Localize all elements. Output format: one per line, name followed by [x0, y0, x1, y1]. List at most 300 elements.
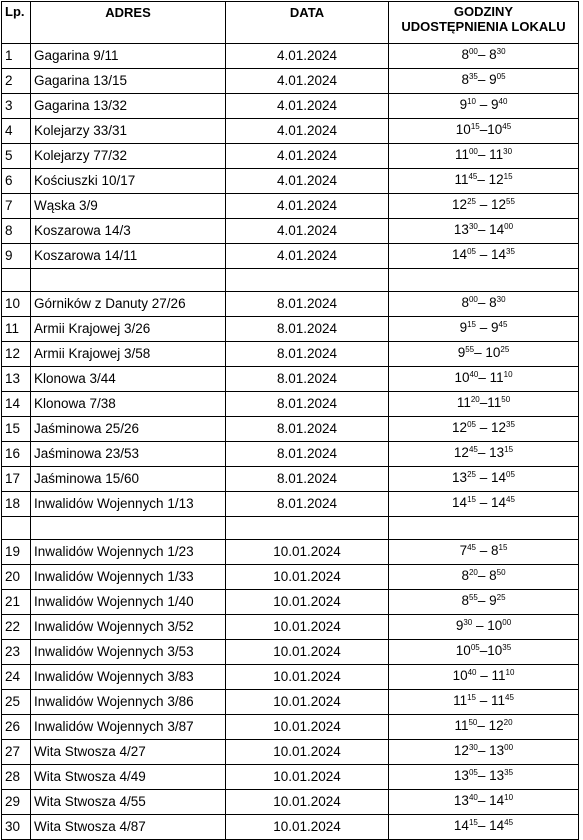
end-minute: 40 [498, 97, 508, 106]
start-hour: 8 [461, 47, 469, 62]
start-minute: 15 [467, 693, 476, 702]
address-cell: Inwalidów Wojennych 3/83 [31, 665, 226, 690]
end-minute: 55 [506, 197, 515, 206]
start-hour: 12 [452, 197, 468, 212]
end-hour: 13 [489, 743, 505, 758]
table-row [2, 665, 579, 690]
empty-cell [31, 517, 226, 540]
time-separator: – [477, 818, 490, 833]
table-row [2, 417, 579, 442]
table-row [2, 565, 579, 590]
date-cell: 4.01.2024 [226, 44, 389, 69]
hours-cell [389, 219, 579, 244]
hours-cell [389, 367, 579, 392]
row-number-cell: 20 [2, 565, 31, 590]
end-minute: 50 [496, 568, 506, 577]
start-minute: 40 [467, 668, 477, 677]
row-number-cell: 23 [2, 640, 31, 665]
start-hour: 14 [452, 495, 468, 510]
empty-cell [31, 269, 226, 292]
end-hour: 10 [487, 618, 503, 633]
time-separator: – [475, 97, 491, 112]
time-separator: – [479, 643, 488, 658]
header-hours-line2: UDOSTĘPNIENIA LOKALU [401, 19, 566, 34]
start-hour: 9 [455, 618, 464, 633]
hours-cell [389, 69, 579, 94]
end-minute: 00 [502, 618, 512, 627]
start-hour: 9 [459, 97, 468, 112]
hours-cell [389, 417, 579, 442]
address-cell: Klonowa 3/44 [31, 367, 226, 392]
row-number-cell: 30 [2, 815, 31, 840]
start-minute: 45 [467, 543, 476, 552]
end-minute: 10 [504, 793, 514, 802]
end-hour: 14 [491, 247, 507, 262]
date-cell: 8.01.2024 [226, 442, 389, 467]
address-cell: Kościuszki 10/17 [31, 169, 226, 194]
end-minute: 15 [498, 543, 508, 552]
group-separator-row [2, 517, 579, 540]
hours-cell [389, 292, 579, 317]
row-number-cell: 26 [2, 715, 31, 740]
start-minute: 10 [467, 97, 476, 106]
time-separator: – [476, 668, 492, 683]
date-cell: 8.01.2024 [226, 392, 389, 417]
end-hour: 8 [491, 543, 499, 558]
table-row [2, 640, 579, 665]
hours-cell [389, 342, 579, 367]
table-row [2, 44, 579, 69]
date-cell: 10.01.2024 [226, 740, 389, 765]
start-hour: 7 [459, 543, 468, 558]
end-minute: 35 [506, 247, 515, 256]
row-number-cell: 11 [2, 317, 31, 342]
row-number-cell: 2 [2, 69, 31, 94]
hours-cell [389, 690, 579, 715]
address-cell: Inwalidów Wojennych 3/53 [31, 640, 226, 665]
date-cell: 10.01.2024 [226, 615, 389, 640]
table-row [2, 342, 579, 367]
start-minute: 30 [463, 618, 473, 627]
time-separator: – [475, 197, 491, 212]
row-number-cell: 27 [2, 740, 31, 765]
address-cell: Wita Stwosza 4/49 [31, 765, 226, 790]
time-separator: – [479, 122, 488, 137]
hours-cell [389, 815, 579, 840]
empty-cell [2, 269, 31, 292]
time-separator: – [477, 743, 490, 758]
row-number-cell: 8 [2, 219, 31, 244]
end-hour: 11 [489, 147, 504, 162]
start-minute: 05 [470, 643, 480, 652]
date-cell: 10.01.2024 [226, 815, 389, 840]
row-number-cell: 9 [2, 244, 31, 269]
table-row [2, 119, 579, 144]
hours-cell [389, 740, 579, 765]
time-separator: – [474, 345, 486, 360]
row-number-cell: 29 [2, 790, 31, 815]
hours-cell [389, 715, 579, 740]
end-minute: 45 [502, 122, 512, 131]
address-cell: Armii Krajowej 3/58 [31, 342, 226, 367]
end-hour: 13 [489, 768, 505, 783]
time-separator: – [475, 470, 491, 485]
address-cell: Klonowa 7/38 [31, 392, 226, 417]
empty-cell [226, 517, 389, 540]
end-hour: 10 [487, 122, 503, 137]
date-cell: 10.01.2024 [226, 790, 389, 815]
hours-cell [389, 665, 579, 690]
header-hours-line1: GODZINY [453, 4, 514, 19]
address-cell: Jaśminowa 15/60 [31, 467, 226, 492]
date-cell: 10.01.2024 [226, 540, 389, 565]
address-cell: Inwalidów Wojennych 3/87 [31, 715, 226, 740]
end-minute: 35 [506, 420, 515, 429]
start-minute: 15 [468, 818, 478, 827]
date-cell: 8.01.2024 [226, 342, 389, 367]
start-hour: 11 [453, 693, 468, 708]
end-minute: 45 [505, 693, 514, 702]
table-row [2, 69, 579, 94]
table-row [2, 715, 579, 740]
date-cell: 8.01.2024 [226, 367, 389, 392]
address-cell: Gagarina 13/32 [31, 94, 226, 119]
hours-cell [389, 467, 579, 492]
start-minute: 25 [467, 470, 476, 479]
table-row [2, 590, 579, 615]
start-hour: 10 [452, 668, 468, 683]
hours-cell [389, 790, 579, 815]
hours-cell [389, 194, 579, 219]
hours-cell [389, 640, 579, 665]
start-minute: 15 [470, 122, 480, 131]
header-address: ADRES [31, 2, 226, 44]
end-hour: 9 [489, 593, 497, 608]
start-minute: 40 [468, 793, 478, 802]
end-minute: 20 [503, 718, 513, 727]
date-cell: 10.01.2024 [226, 565, 389, 590]
time-separator: – [477, 568, 490, 583]
hours-cell [389, 392, 579, 417]
end-hour: 8 [489, 568, 497, 583]
time-separator: – [475, 420, 491, 435]
start-minute: 05 [467, 247, 476, 256]
start-minute: 55 [468, 593, 478, 602]
end-hour: 12 [488, 172, 504, 187]
address-cell: Wąska 3/9 [31, 194, 226, 219]
start-hour: 13 [453, 768, 469, 783]
time-separator: – [479, 395, 488, 410]
end-hour: 9 [491, 320, 499, 335]
end-hour: 11 [487, 395, 502, 410]
start-hour: 12 [453, 445, 469, 460]
time-separator: – [477, 47, 490, 62]
row-number-cell: 16 [2, 442, 31, 467]
table-row [2, 169, 579, 194]
time-separator: – [477, 768, 490, 783]
table-row [2, 815, 579, 840]
table-row [2, 144, 579, 169]
row-number-cell: 28 [2, 765, 31, 790]
hours-cell [389, 615, 579, 640]
date-cell: 8.01.2024 [226, 417, 389, 442]
end-minute: 45 [504, 818, 514, 827]
time-separator: – [477, 172, 489, 187]
end-minute: 05 [506, 470, 515, 479]
start-hour: 11 [454, 172, 469, 187]
address-cell: Wita Stwosza 4/55 [31, 790, 226, 815]
address-cell: Kolejarzy 33/31 [31, 119, 226, 144]
end-hour: 11 [491, 668, 506, 683]
time-separator: – [475, 543, 491, 558]
time-separator: – [477, 72, 490, 87]
schedule-table [1, 1, 579, 840]
start-minute: 50 [468, 718, 478, 727]
date-cell: 10.01.2024 [226, 715, 389, 740]
end-minute: 15 [504, 445, 514, 454]
header-lp: Lp. [2, 2, 31, 44]
row-number-cell: 12 [2, 342, 31, 367]
address-cell: Jaśminowa 25/26 [31, 417, 226, 442]
address-cell: Inwalidów Wojennych 1/40 [31, 590, 226, 615]
start-hour: 12 [452, 420, 468, 435]
start-hour: 10 [455, 643, 471, 658]
start-minute: 05 [468, 768, 478, 777]
row-number-cell: 15 [2, 417, 31, 442]
time-separator: – [477, 295, 490, 310]
start-hour: 13 [453, 222, 469, 237]
date-cell: 4.01.2024 [226, 144, 389, 169]
end-hour: 12 [491, 197, 507, 212]
table-row [2, 442, 579, 467]
address-cell: Górników z Danuty 27/26 [31, 292, 226, 317]
table-row [2, 194, 579, 219]
hours-cell [389, 590, 579, 615]
end-minute: 30 [496, 47, 506, 56]
date-cell: 10.01.2024 [226, 590, 389, 615]
header-date: DATA [226, 2, 389, 44]
start-minute: 20 [470, 395, 480, 404]
time-separator: – [475, 693, 491, 708]
hours-cell [389, 442, 579, 467]
hours-cell [389, 144, 579, 169]
row-number-cell: 1 [2, 44, 31, 69]
table-row [2, 367, 579, 392]
date-cell: 4.01.2024 [226, 69, 389, 94]
row-number-cell: 19 [2, 540, 31, 565]
start-hour: 12 [453, 743, 469, 758]
table-row [2, 765, 579, 790]
end-hour: 8 [489, 295, 497, 310]
date-cell: 4.01.2024 [226, 194, 389, 219]
table-row [2, 317, 579, 342]
hours-cell [389, 565, 579, 590]
date-cell: 10.01.2024 [226, 665, 389, 690]
row-number-cell: 14 [2, 392, 31, 417]
time-separator: – [477, 718, 489, 733]
time-separator: – [475, 495, 491, 510]
row-number-cell: 5 [2, 144, 31, 169]
start-minute: 05 [467, 420, 476, 429]
row-number-cell: 24 [2, 665, 31, 690]
end-minute: 30 [503, 147, 513, 156]
time-separator: – [477, 445, 490, 460]
start-hour: 10 [454, 370, 470, 385]
date-cell: 10.01.2024 [226, 765, 389, 790]
table-row [2, 467, 579, 492]
start-minute: 30 [468, 222, 478, 231]
end-minute: 25 [496, 593, 506, 602]
table-row [2, 392, 579, 417]
end-minute: 35 [504, 768, 514, 777]
end-hour: 10 [485, 345, 501, 360]
row-number-cell: 21 [2, 590, 31, 615]
start-minute: 00 [468, 147, 478, 156]
table-row [2, 244, 579, 269]
date-cell: 4.01.2024 [226, 219, 389, 244]
time-separator: – [477, 793, 490, 808]
date-cell: 4.01.2024 [226, 169, 389, 194]
start-hour: 8 [461, 568, 469, 583]
empty-cell [226, 269, 389, 292]
table-row [2, 615, 579, 640]
end-hour: 14 [491, 495, 507, 510]
start-hour: 9 [459, 320, 468, 335]
end-hour: 10 [487, 643, 503, 658]
end-minute: 10 [503, 370, 513, 379]
address-cell: Inwalidów Wojennych 1/13 [31, 492, 226, 517]
start-minute: 20 [468, 568, 478, 577]
header-row [2, 2, 579, 44]
row-number-cell: 17 [2, 467, 31, 492]
row-number-cell: 22 [2, 615, 31, 640]
end-hour: 11 [489, 370, 504, 385]
time-separator: – [472, 618, 488, 633]
end-minute: 05 [496, 72, 506, 81]
table-row [2, 740, 579, 765]
address-cell: Koszarowa 14/11 [31, 244, 226, 269]
end-minute: 15 [503, 172, 513, 181]
date-cell: 8.01.2024 [226, 467, 389, 492]
start-hour: 11 [454, 147, 469, 162]
end-hour: 14 [491, 470, 507, 485]
time-separator: – [477, 222, 490, 237]
address-cell: Wita Stwosza 4/27 [31, 740, 226, 765]
end-minute: 35 [502, 643, 512, 652]
end-hour: 9 [491, 97, 499, 112]
row-number-cell: 13 [2, 367, 31, 392]
start-minute: 45 [468, 172, 478, 181]
address-cell: Gagarina 9/11 [31, 44, 226, 69]
start-minute: 15 [467, 320, 476, 329]
start-minute: 25 [467, 197, 476, 206]
end-hour: 11 [491, 693, 506, 708]
row-number-cell: 18 [2, 492, 31, 517]
hours-cell [389, 119, 579, 144]
address-cell: Inwalidów Wojennych 3/52 [31, 615, 226, 640]
row-number-cell: 25 [2, 690, 31, 715]
end-minute: 00 [504, 743, 514, 752]
row-number-cell: 4 [2, 119, 31, 144]
start-hour: 9 [457, 345, 466, 360]
end-minute: 25 [500, 345, 510, 354]
end-minute: 45 [506, 495, 515, 504]
date-cell: 4.01.2024 [226, 244, 389, 269]
start-hour: 8 [461, 72, 469, 87]
empty-cell [389, 269, 579, 292]
row-number-cell: 3 [2, 94, 31, 119]
table-body [2, 44, 579, 840]
start-hour: 8 [461, 593, 469, 608]
address-cell: Inwalidów Wojennych 1/23 [31, 540, 226, 565]
table-row [2, 540, 579, 565]
start-minute: 30 [468, 743, 478, 752]
time-separator: – [478, 370, 490, 385]
hours-cell [389, 765, 579, 790]
date-cell: 4.01.2024 [226, 119, 389, 144]
start-minute: 40 [469, 370, 479, 379]
end-minute: 10 [505, 668, 515, 677]
hours-cell [389, 540, 579, 565]
address-cell: Armii Krajowej 3/26 [31, 317, 226, 342]
start-minute: 45 [468, 445, 478, 454]
end-minute: 30 [496, 295, 506, 304]
address-cell: Gagarina 13/15 [31, 69, 226, 94]
table-row [2, 292, 579, 317]
end-hour: 12 [488, 718, 504, 733]
start-hour: 8 [461, 295, 469, 310]
start-minute: 55 [465, 345, 475, 354]
row-number-cell: 7 [2, 194, 31, 219]
group-separator-row [2, 269, 579, 292]
address-cell: Kolejarzy 77/32 [31, 144, 226, 169]
end-hour: 14 [489, 793, 505, 808]
table-row [2, 94, 579, 119]
start-minute: 00 [468, 295, 478, 304]
date-cell: 8.01.2024 [226, 492, 389, 517]
start-minute: 15 [467, 495, 476, 504]
address-cell: Wita Stwosza 4/87 [31, 815, 226, 840]
hours-cell [389, 244, 579, 269]
table-row [2, 492, 579, 517]
hours-cell [389, 317, 579, 342]
table-row [2, 790, 579, 815]
address-cell: Koszarowa 14/3 [31, 219, 226, 244]
time-separator: – [475, 247, 491, 262]
start-hour: 13 [452, 470, 468, 485]
header-hours [389, 2, 579, 44]
hours-cell [389, 169, 579, 194]
table-row [2, 219, 579, 244]
start-hour: 14 [452, 247, 468, 262]
end-hour: 12 [491, 420, 507, 435]
row-number-cell: 6 [2, 169, 31, 194]
end-minute: 45 [498, 320, 508, 329]
hours-cell [389, 94, 579, 119]
end-hour: 13 [489, 445, 505, 460]
address-cell: Inwalidów Wojennych 3/86 [31, 690, 226, 715]
address-cell: Jaśminowa 23/53 [31, 442, 226, 467]
empty-cell [389, 517, 579, 540]
start-minute: 00 [468, 47, 478, 56]
time-separator: – [475, 320, 491, 335]
hours-cell [389, 44, 579, 69]
row-number-cell: 10 [2, 292, 31, 317]
start-hour: 14 [453, 818, 469, 833]
date-cell: 8.01.2024 [226, 292, 389, 317]
start-hour: 10 [455, 122, 471, 137]
end-hour: 9 [489, 72, 497, 87]
